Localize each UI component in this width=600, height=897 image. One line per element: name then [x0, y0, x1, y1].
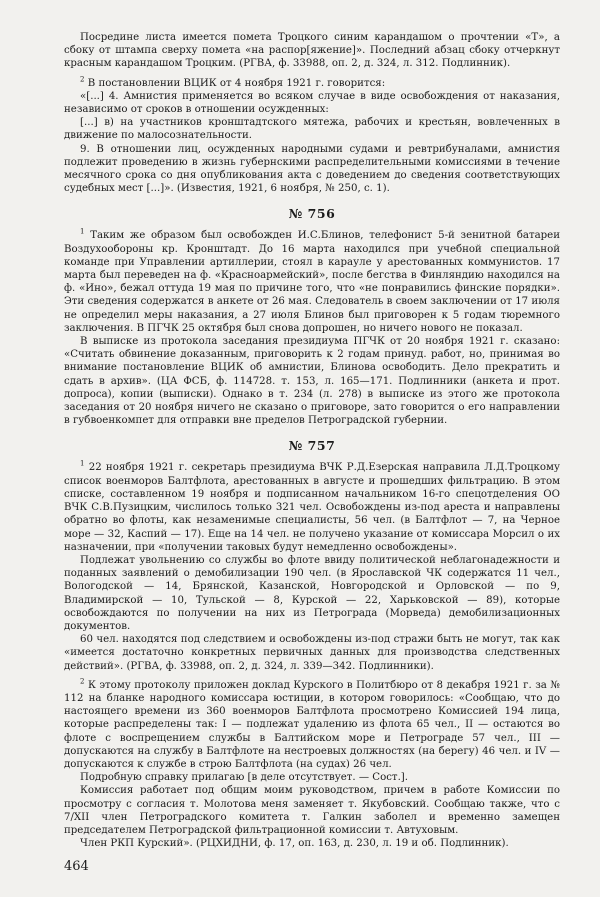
section-757-footnote-paragraph: Комиссия работает под общим моим руководством, причем в работе Комиссии по просмотру с согласия т. Молотова меня заменяет т. Якубовский. Сообщаю также, что с 7/XII член Петроградского комитета т. Галкин заболел и временно замещен председателем Петроградской фильтрационной комиссии т. Автуховым.: [64, 785, 560, 836]
section-757-footnote-2: [64, 679, 560, 771]
section-757-footnote-paragraph: Член РКП Курский». (РЦХИДНИ, ф. 17, оп. 163, д. 230, л. 19 и об. Подлинник).: [80, 838, 509, 850]
footnote-marker: 1: [80, 460, 85, 469]
section-756-paragraph: В выписке из протокола заседания президиума ПГЧК от 20 ноября 1921 г. сказано: «Считать обвинение доказанным, приговорить к 2 годам принуд. работ, но, принимая во внимание постановление ВЦИК об амнистии, Блинова освободить. Дело прекратить и сдать в архив». (ЦА ФСБ, ф. 114728. т. 153, л. 165—171. Подлинники (анкета и прот. допроса), копии (выписки). Однако в т. 234 (л. 278) в выписке из этого же протокола заседания от 20 ноября ничего не сказано о приговоре, зато говорится о его направлении в губвоенкомпет для отправки вне пределов Петроградской губернии.: [64, 336, 560, 427]
section-756-paragraph: [64, 229, 560, 335]
section-757-text: 22 ноября 1921 г. секретарь президиума ВЧК Р.Д.Езерская направила Л.Д.Троцкому список военморов Балтфлота, арестованных в августе и прошедших фильтрацию. В этом списке, составленном 19 ноября и подписанном начальником 16-го спецотделения ОО ВЧК С.В.Пузицким, числилось только 321 чел. Освобождены из-под ареста и направлены обратно во флоты, как незаменимые специалисты, 56 чел. (в Балтфлот — 7, на Черное море — 32, Каспий — 17). Еще на 14 чел. не получено указание от комиссара Морсил о их назначении, при «получении таковых будут немедленно освобождены».: [64, 462, 560, 553]
quote-paragraph: 9. В отношении лиц, осужденных народными судами и ревтрибуналами, амнистия подлежит проведению в жизнь губернскими распределительными комиссиями в течение месячного срока со дня опубликования акта с доведением до сведения соответствующих судебных мест [...]». (Известия, 1921, 6 ноября, № 250, с. 1).: [64, 143, 560, 195]
section-757-paragraph: 60 чел. находятся под следствием и освобождены из-под стражи быть не могут, так как «имеется достаточно конкретных первичных данных для производства следственных действий». (РГВА, ф. 33988, оп. 2, д. 324, л. 339—342. Подлинники).: [64, 634, 560, 672]
intro-paragraph: Посредине листа имеется помета Троцкого синим карандашом о прочтении «Т», а сбоку от штампа сверху помета «на распор[яжение]». Последний абзац сбоку отчеркнут красным карандашом Троцким. (РГВА, ф. 33988, оп. 2, д. 324, л. 312. Подлинник).: [64, 32, 560, 70]
section-heading-756: № 756: [288, 206, 336, 222]
page-number: 464: [64, 859, 89, 874]
section-757-footnote-2-text: К этому протоколу приложен доклад Курского в Политбюро от 8 декабря 1921 г. за № 112 на бланке народного комиссара юстиции, в котором говорилось: «Сообщаю, что до настоящего времени из 360 военморов Балтфлота просмотрено Комиссией 194 лица, которые распределены так: I — подлежат удалению из флота 65 чел., II — остаются во флоте с воспрещением службы в Балтийском море и Петрограде 57 чел., III — допускаются на службу в Балтфлоте на нестроевых должностях (на берегу) 46 чел. и IV — допускаются к службе в строю Балтфлота (на судах) 26 чел.: [64, 679, 560, 770]
footnote-marker: 2: [80, 677, 85, 686]
footnote-marker: 2: [80, 75, 85, 84]
footnote-2-text: В постановлении ВЦИК от 4 ноября 1921 г. говорится:: [87, 77, 386, 89]
quote-paragraph: «[...] 4. Амнистия применяется во всяком случае в виде освобождения от наказания, независимо от сроков в отношении осужденных:: [64, 90, 560, 116]
section-heading-757: № 757: [288, 438, 336, 454]
footnote-marker: 1: [80, 228, 85, 237]
section-757-paragraph: Подлежат увольнению со службы во флоте ввиду политической неблагонадежности и поданных заявлений о демобилизации 190 чел. (в Ярославской ЧК содержатся 11 чел., Вологодской — 14, Брянской, Казанской, Новгородской и Орловской — по 9, Владимирской — 10, Тульской — 8, Курской — 22, Харьковской — 89), которые освобождаются по получении на них из Петрограда (Морведа) демобилизационных документов.: [64, 554, 560, 632]
footnote-2-paragraph: [64, 77, 560, 90]
section-756-text: Таким же образом был освобожден И.С.Блинов, телефонист 5-й зенитной батареи Воздухообороны кр. Кронштадт. До 16 марта находился при учебной специальной команде при Управлении артиллерии, стоял в карауле у арестованных коммунистов. 17 марта был переведен на ф. «Красноармейский», после бегства в Финляндию находился на ф. «Ино», бежал оттуда 19 мая по причине того, что «не понравились финские порядки». Эти сведения содержатся в анкете от 26 мая. Следователь в своем заключении от 17 июля не определил меры наказания, а 27 июля Блинов был приговорен к 5 годам тюремного заключения. В ПГЧК 25 октября был снова допрошен, но ничего нового не показал.: [64, 230, 560, 334]
section-757-paragraph: [64, 461, 560, 553]
quote-paragraph: [...] в) на участников кронштадтского мятежа, рабочих и крестьян, вовлеченных в движение по малосознательности.: [64, 117, 560, 142]
section-757-footnote-paragraph: Подробную справку прилагаю [в деле отсутствует. — Сост.].: [80, 772, 409, 784]
